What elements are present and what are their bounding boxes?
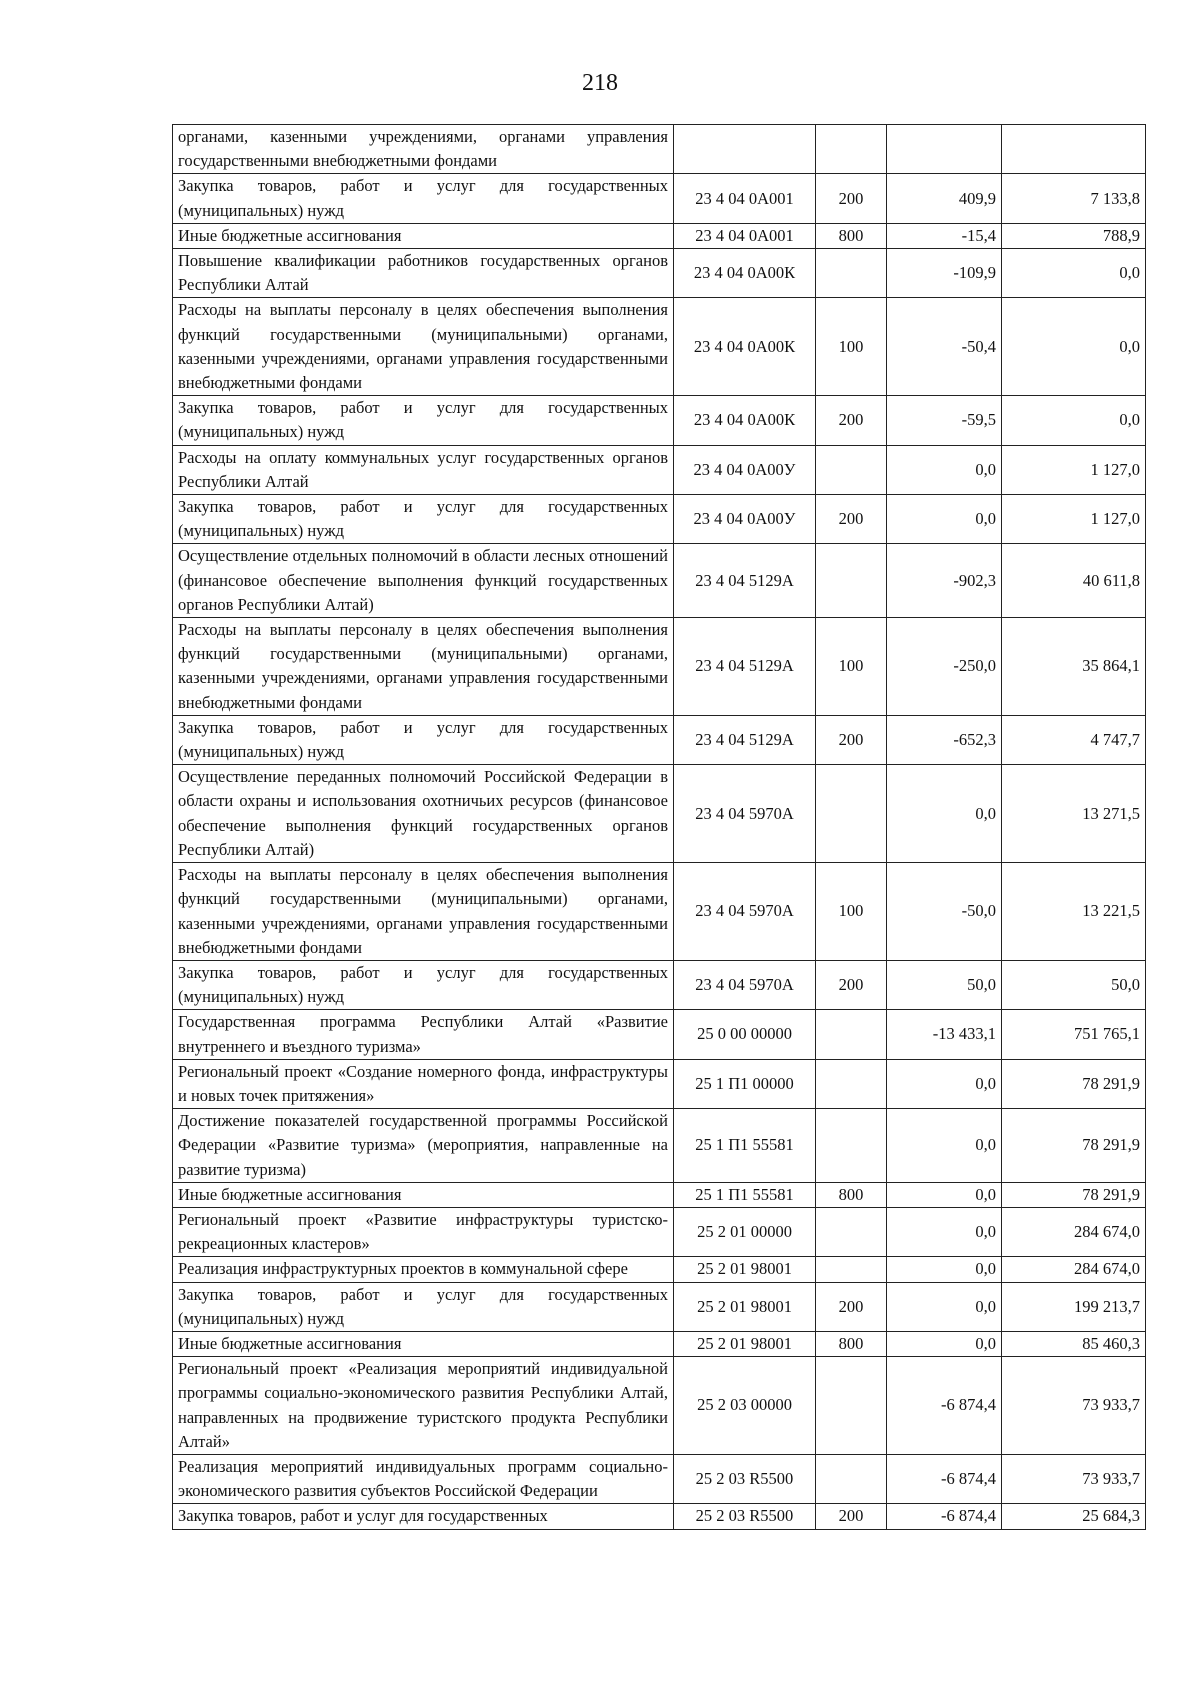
table-row bbox=[173, 1109, 1146, 1183]
total-amount: 13 221,5 bbox=[1002, 863, 1146, 961]
expense-type-code bbox=[816, 1059, 887, 1108]
target-article-code: 23 4 04 0А001 bbox=[674, 223, 816, 248]
table-row bbox=[173, 396, 1146, 445]
total-amount: 73 933,7 bbox=[1002, 1357, 1146, 1455]
table-row bbox=[173, 125, 1146, 174]
target-article-code: 23 4 04 5970А bbox=[674, 960, 816, 1009]
row-description: Иные бюджетные ассигнования bbox=[173, 1331, 674, 1356]
change-amount: -13 433,1 bbox=[887, 1010, 1002, 1059]
table-row bbox=[173, 223, 1146, 248]
total-amount: 1 127,0 bbox=[1002, 445, 1146, 494]
expense-type-code bbox=[816, 765, 887, 863]
change-amount: 409,9 bbox=[887, 174, 1002, 223]
total-amount: 7 133,8 bbox=[1002, 174, 1146, 223]
table-row bbox=[173, 618, 1146, 716]
table-row bbox=[173, 863, 1146, 961]
total-amount: 78 291,9 bbox=[1002, 1182, 1146, 1207]
table-row bbox=[173, 715, 1146, 764]
total-amount: 4 747,7 bbox=[1002, 715, 1146, 764]
page-number: 218 bbox=[582, 70, 618, 96]
change-amount: 0,0 bbox=[887, 1182, 1002, 1207]
total-amount: 78 291,9 bbox=[1002, 1109, 1146, 1183]
target-article-code: 23 4 04 5129А bbox=[674, 618, 816, 716]
row-description: Региональный проект «Развитие инфраструктуры туристско-рекреационных кластеров» bbox=[173, 1207, 674, 1256]
expense-type-code: 100 bbox=[816, 618, 887, 716]
change-amount: -6 874,4 bbox=[887, 1454, 1002, 1503]
target-article-code: 23 4 04 5970А bbox=[674, 863, 816, 961]
expense-type-code bbox=[816, 1207, 887, 1256]
table-row bbox=[173, 1257, 1146, 1282]
expense-type-code bbox=[816, 1257, 887, 1282]
total-amount: 0,0 bbox=[1002, 396, 1146, 445]
target-article-code: 23 4 04 0А00К bbox=[674, 298, 816, 396]
expense-type-code bbox=[816, 1357, 887, 1455]
change-amount: -109,9 bbox=[887, 249, 1002, 298]
row-description: Закупка товаров, работ и услуг для государственных (муниципальных) нужд bbox=[173, 396, 674, 445]
total-amount: 25 684,3 bbox=[1002, 1504, 1146, 1529]
target-article-code: 25 2 03 R5500 bbox=[674, 1504, 816, 1529]
change-amount: -902,3 bbox=[887, 544, 1002, 618]
target-article-code: 25 2 01 98001 bbox=[674, 1282, 816, 1331]
change-amount: -6 874,4 bbox=[887, 1357, 1002, 1455]
row-description: Закупка товаров, работ и услуг для государственных (муниципальных) нужд bbox=[173, 960, 674, 1009]
change-amount: 0,0 bbox=[887, 1282, 1002, 1331]
total-amount: 788,9 bbox=[1002, 223, 1146, 248]
table-row bbox=[173, 298, 1146, 396]
target-article-code: 25 1 П1 55581 bbox=[674, 1182, 816, 1207]
expense-type-code bbox=[816, 544, 887, 618]
table-row bbox=[173, 1504, 1146, 1529]
table-row bbox=[173, 174, 1146, 223]
target-article-code: 23 4 04 5129А bbox=[674, 544, 816, 618]
change-amount: -652,3 bbox=[887, 715, 1002, 764]
expense-type-code bbox=[816, 125, 887, 174]
row-description: Расходы на выплаты персоналу в целях обеспечения выполнения функций государственными (муниципальными) органами, казенными учреждениями, органами управления государственными внебюджетными фондами bbox=[173, 863, 674, 961]
table-row bbox=[173, 1207, 1146, 1256]
expense-type-code: 800 bbox=[816, 1331, 887, 1356]
expense-type-code bbox=[816, 1454, 887, 1503]
target-article-code: 25 2 03 00000 bbox=[674, 1357, 816, 1455]
change-amount: 0,0 bbox=[887, 1331, 1002, 1356]
table-row bbox=[173, 960, 1146, 1009]
target-article-code: 25 1 П1 55581 bbox=[674, 1109, 816, 1183]
expense-type-code: 200 bbox=[816, 1282, 887, 1331]
expense-type-code bbox=[816, 1010, 887, 1059]
target-article-code: 23 4 04 0А001 bbox=[674, 174, 816, 223]
total-amount: 284 674,0 bbox=[1002, 1257, 1146, 1282]
total-amount: 73 933,7 bbox=[1002, 1454, 1146, 1503]
expense-type-code: 200 bbox=[816, 1504, 887, 1529]
change-amount: 0,0 bbox=[887, 765, 1002, 863]
expense-type-code: 200 bbox=[816, 495, 887, 544]
expense-type-code: 100 bbox=[816, 863, 887, 961]
total-amount: 0,0 bbox=[1002, 298, 1146, 396]
table-row bbox=[173, 544, 1146, 618]
target-article-code: 23 4 04 5970А bbox=[674, 765, 816, 863]
expense-type-code bbox=[816, 249, 887, 298]
expense-type-code: 200 bbox=[816, 396, 887, 445]
change-amount: -250,0 bbox=[887, 618, 1002, 716]
table-row bbox=[173, 1454, 1146, 1503]
row-description: Осуществление отдельных полномочий в области лесных отношений (финансовое обеспечение выполнения функций государственных органов Республики Алтай) bbox=[173, 544, 674, 618]
table-row bbox=[173, 1059, 1146, 1108]
total-amount: 0,0 bbox=[1002, 249, 1146, 298]
change-amount: 50,0 bbox=[887, 960, 1002, 1009]
total-amount: 40 611,8 bbox=[1002, 544, 1146, 618]
row-description: Закупка товаров, работ и услуг для государственных (муниципальных) нужд bbox=[173, 1282, 674, 1331]
change-amount: 0,0 bbox=[887, 1109, 1002, 1183]
target-article-code: 25 2 01 98001 bbox=[674, 1331, 816, 1356]
change-amount: 0,0 bbox=[887, 1207, 1002, 1256]
total-amount: 284 674,0 bbox=[1002, 1207, 1146, 1256]
change-amount: -50,4 bbox=[887, 298, 1002, 396]
total-amount: 1 127,0 bbox=[1002, 495, 1146, 544]
expense-type-code: 800 bbox=[816, 1182, 887, 1207]
target-article-code: 25 1 П1 00000 bbox=[674, 1059, 816, 1108]
target-article-code: 23 4 04 0А00К bbox=[674, 249, 816, 298]
budget-table bbox=[172, 124, 1146, 1530]
table-row bbox=[173, 1282, 1146, 1331]
total-amount: 751 765,1 bbox=[1002, 1010, 1146, 1059]
row-description: Осуществление переданных полномочий Российской Федерации в области охраны и использования охотничьих ресурсов (финансовое обеспечение выполнения функций государственных органов Республики Алтай) bbox=[173, 765, 674, 863]
change-amount bbox=[887, 125, 1002, 174]
change-amount: -15,4 bbox=[887, 223, 1002, 248]
table-row bbox=[173, 1331, 1146, 1356]
table-row bbox=[173, 249, 1146, 298]
row-description: Закупка товаров, работ и услуг для государственных bbox=[173, 1504, 674, 1529]
target-article-code: 23 4 04 0А00У bbox=[674, 445, 816, 494]
row-description: Расходы на выплаты персоналу в целях обеспечения выполнения функций государственными (муниципальными) органами, казенными учреждениями, органами управления государственными внебюджетными фондами bbox=[173, 618, 674, 716]
expense-type-code: 800 bbox=[816, 223, 887, 248]
change-amount: -50,0 bbox=[887, 863, 1002, 961]
change-amount: 0,0 bbox=[887, 495, 1002, 544]
row-description: Достижение показателей государственной программы Российской Федерации «Развитие туризма» (мероприятия, направленные на развитие туризма) bbox=[173, 1109, 674, 1183]
table-row bbox=[173, 1010, 1146, 1059]
row-description: Региональный проект «Реализация мероприятий индивидуальной программы социально-экономического развития Республики Алтай, направленных на продвижение туристского продукта Республики Алтай» bbox=[173, 1357, 674, 1455]
table-row bbox=[173, 445, 1146, 494]
row-description: Закупка товаров, работ и услуг для государственных (муниципальных) нужд bbox=[173, 715, 674, 764]
total-amount: 85 460,3 bbox=[1002, 1331, 1146, 1356]
target-article-code: 25 2 01 98001 bbox=[674, 1257, 816, 1282]
row-description: Повышение квалификации работников государственных органов Республики Алтай bbox=[173, 249, 674, 298]
expense-type-code bbox=[816, 1109, 887, 1183]
expense-type-code bbox=[816, 445, 887, 494]
target-article-code: 25 0 00 00000 bbox=[674, 1010, 816, 1059]
target-article-code: 25 2 03 R5500 bbox=[674, 1454, 816, 1503]
target-article-code: 25 2 01 00000 bbox=[674, 1207, 816, 1256]
change-amount: 0,0 bbox=[887, 1257, 1002, 1282]
row-description: Закупка товаров, работ и услуг для государственных (муниципальных) нужд bbox=[173, 174, 674, 223]
table-row bbox=[173, 1182, 1146, 1207]
row-description: Государственная программа Республики Алтай «Развитие внутреннего и въездного туризма» bbox=[173, 1010, 674, 1059]
table-row bbox=[173, 495, 1146, 544]
row-description: Региональный проект «Создание номерного фонда, инфраструктуры и новых точек притяжения» bbox=[173, 1059, 674, 1108]
row-description: Реализация инфраструктурных проектов в коммунальной сфере bbox=[173, 1257, 674, 1282]
total-amount: 78 291,9 bbox=[1002, 1059, 1146, 1108]
expense-type-code: 200 bbox=[816, 715, 887, 764]
row-description: Закупка товаров, работ и услуг для государственных (муниципальных) нужд bbox=[173, 495, 674, 544]
target-article-code: 23 4 04 0А00У bbox=[674, 495, 816, 544]
expense-type-code: 200 bbox=[816, 960, 887, 1009]
total-amount: 50,0 bbox=[1002, 960, 1146, 1009]
total-amount: 199 213,7 bbox=[1002, 1282, 1146, 1331]
row-description: Иные бюджетные ассигнования bbox=[173, 223, 674, 248]
change-amount: -59,5 bbox=[887, 396, 1002, 445]
row-description: Реализация мероприятий индивидуальных программ социально-экономического развития субъектов Российской Федерации bbox=[173, 1454, 674, 1503]
row-description: Иные бюджетные ассигнования bbox=[173, 1182, 674, 1207]
expense-type-code: 100 bbox=[816, 298, 887, 396]
expense-type-code: 200 bbox=[816, 174, 887, 223]
change-amount: 0,0 bbox=[887, 1059, 1002, 1108]
row-description: Расходы на оплату коммунальных услуг государственных органов Республики Алтай bbox=[173, 445, 674, 494]
change-amount: -6 874,4 bbox=[887, 1504, 1002, 1529]
total-amount: 35 864,1 bbox=[1002, 618, 1146, 716]
row-description: органами, казенными учреждениями, органами управления государственными внебюджетными фондами bbox=[173, 125, 674, 174]
change-amount: 0,0 bbox=[887, 445, 1002, 494]
target-article-code bbox=[674, 125, 816, 174]
target-article-code: 23 4 04 5129А bbox=[674, 715, 816, 764]
target-article-code: 23 4 04 0А00К bbox=[674, 396, 816, 445]
row-description: Расходы на выплаты персоналу в целях обеспечения выполнения функций государственными (муниципальными) органами, казенными учреждениями, органами управления государственными внебюджетными фондами bbox=[173, 298, 674, 396]
table-row bbox=[173, 1357, 1146, 1455]
total-amount: 13 271,5 bbox=[1002, 765, 1146, 863]
table-row bbox=[173, 765, 1146, 863]
total-amount bbox=[1002, 125, 1146, 174]
